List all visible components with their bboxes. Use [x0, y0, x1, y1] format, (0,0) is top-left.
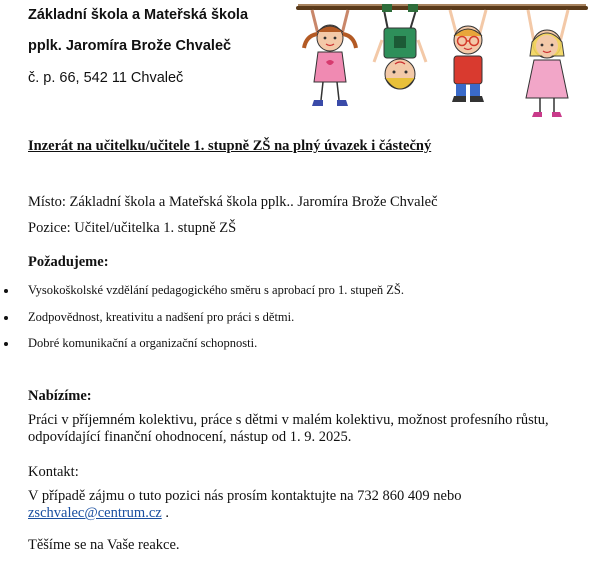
list-item-text: Dobré komunikační a organizační schopnosti.: [28, 336, 258, 350]
contact-end: .: [161, 505, 169, 521]
contact-paragraph: [28, 488, 588, 522]
bullet-icon: [4, 342, 8, 346]
contact-email-link[interactable]: zschvalec@centrum.cz: [28, 505, 162, 521]
school-name: Základní škola a Mateřská škola: [28, 7, 249, 23]
ad-title: Inzerát na učitelku/učitele 1. stupně ZŠ na plný úvazek i částečný: [28, 138, 432, 154]
ad-position: Pozice: Učitel/učitelka 1. stupně ZŠ: [28, 220, 237, 236]
contact-heading: Kontakt:: [28, 464, 79, 480]
list-item: [28, 310, 294, 325]
school-address: č. p. 66, 542 11 Chvaleč: [28, 70, 184, 86]
bullet-icon: [4, 316, 8, 320]
list-item-text: Vysokoškolské vzdělání pedagogického směru s aprobací pro 1. stupeň ZŠ.: [28, 283, 404, 297]
contact-text: V případě zájmu o tuto pozici nás prosím kontaktujte na 732 860 409 nebo: [28, 488, 462, 504]
child-boy-glasses: [450, 10, 486, 102]
school-named-after: pplk. Jaromíra Brože Chvaleč: [28, 38, 232, 54]
list-item-text: Zodpovědnost, kreativitu a nadšení pro práci s dětmi.: [28, 310, 295, 324]
offer-heading: Nabízíme:: [28, 388, 92, 404]
ad-place: Místo: Základní škola a Mateřská škola pplk.. Jaromíra Brože Chvaleč: [28, 194, 438, 210]
closing-text: Těšíme se na Vaše reakce.: [28, 537, 180, 553]
bullet-icon: [4, 289, 8, 293]
child-girl-blonde: [526, 10, 568, 117]
list-item: [28, 283, 404, 298]
child-girl-pink-dress: [304, 10, 356, 106]
children-hanging-illustration: [290, 0, 590, 120]
offer-text: Práci v příjemném kolektivu, práce s dětmi v malém kolektivu, možnost profesního růstu, odpovídající finanční ohodnocení, nástup od 1. 9. 2025.: [28, 412, 549, 445]
requirements-heading: Požadujeme:: [28, 254, 109, 270]
child-boy-upside-down: [374, 4, 426, 89]
list-item: [28, 336, 257, 351]
